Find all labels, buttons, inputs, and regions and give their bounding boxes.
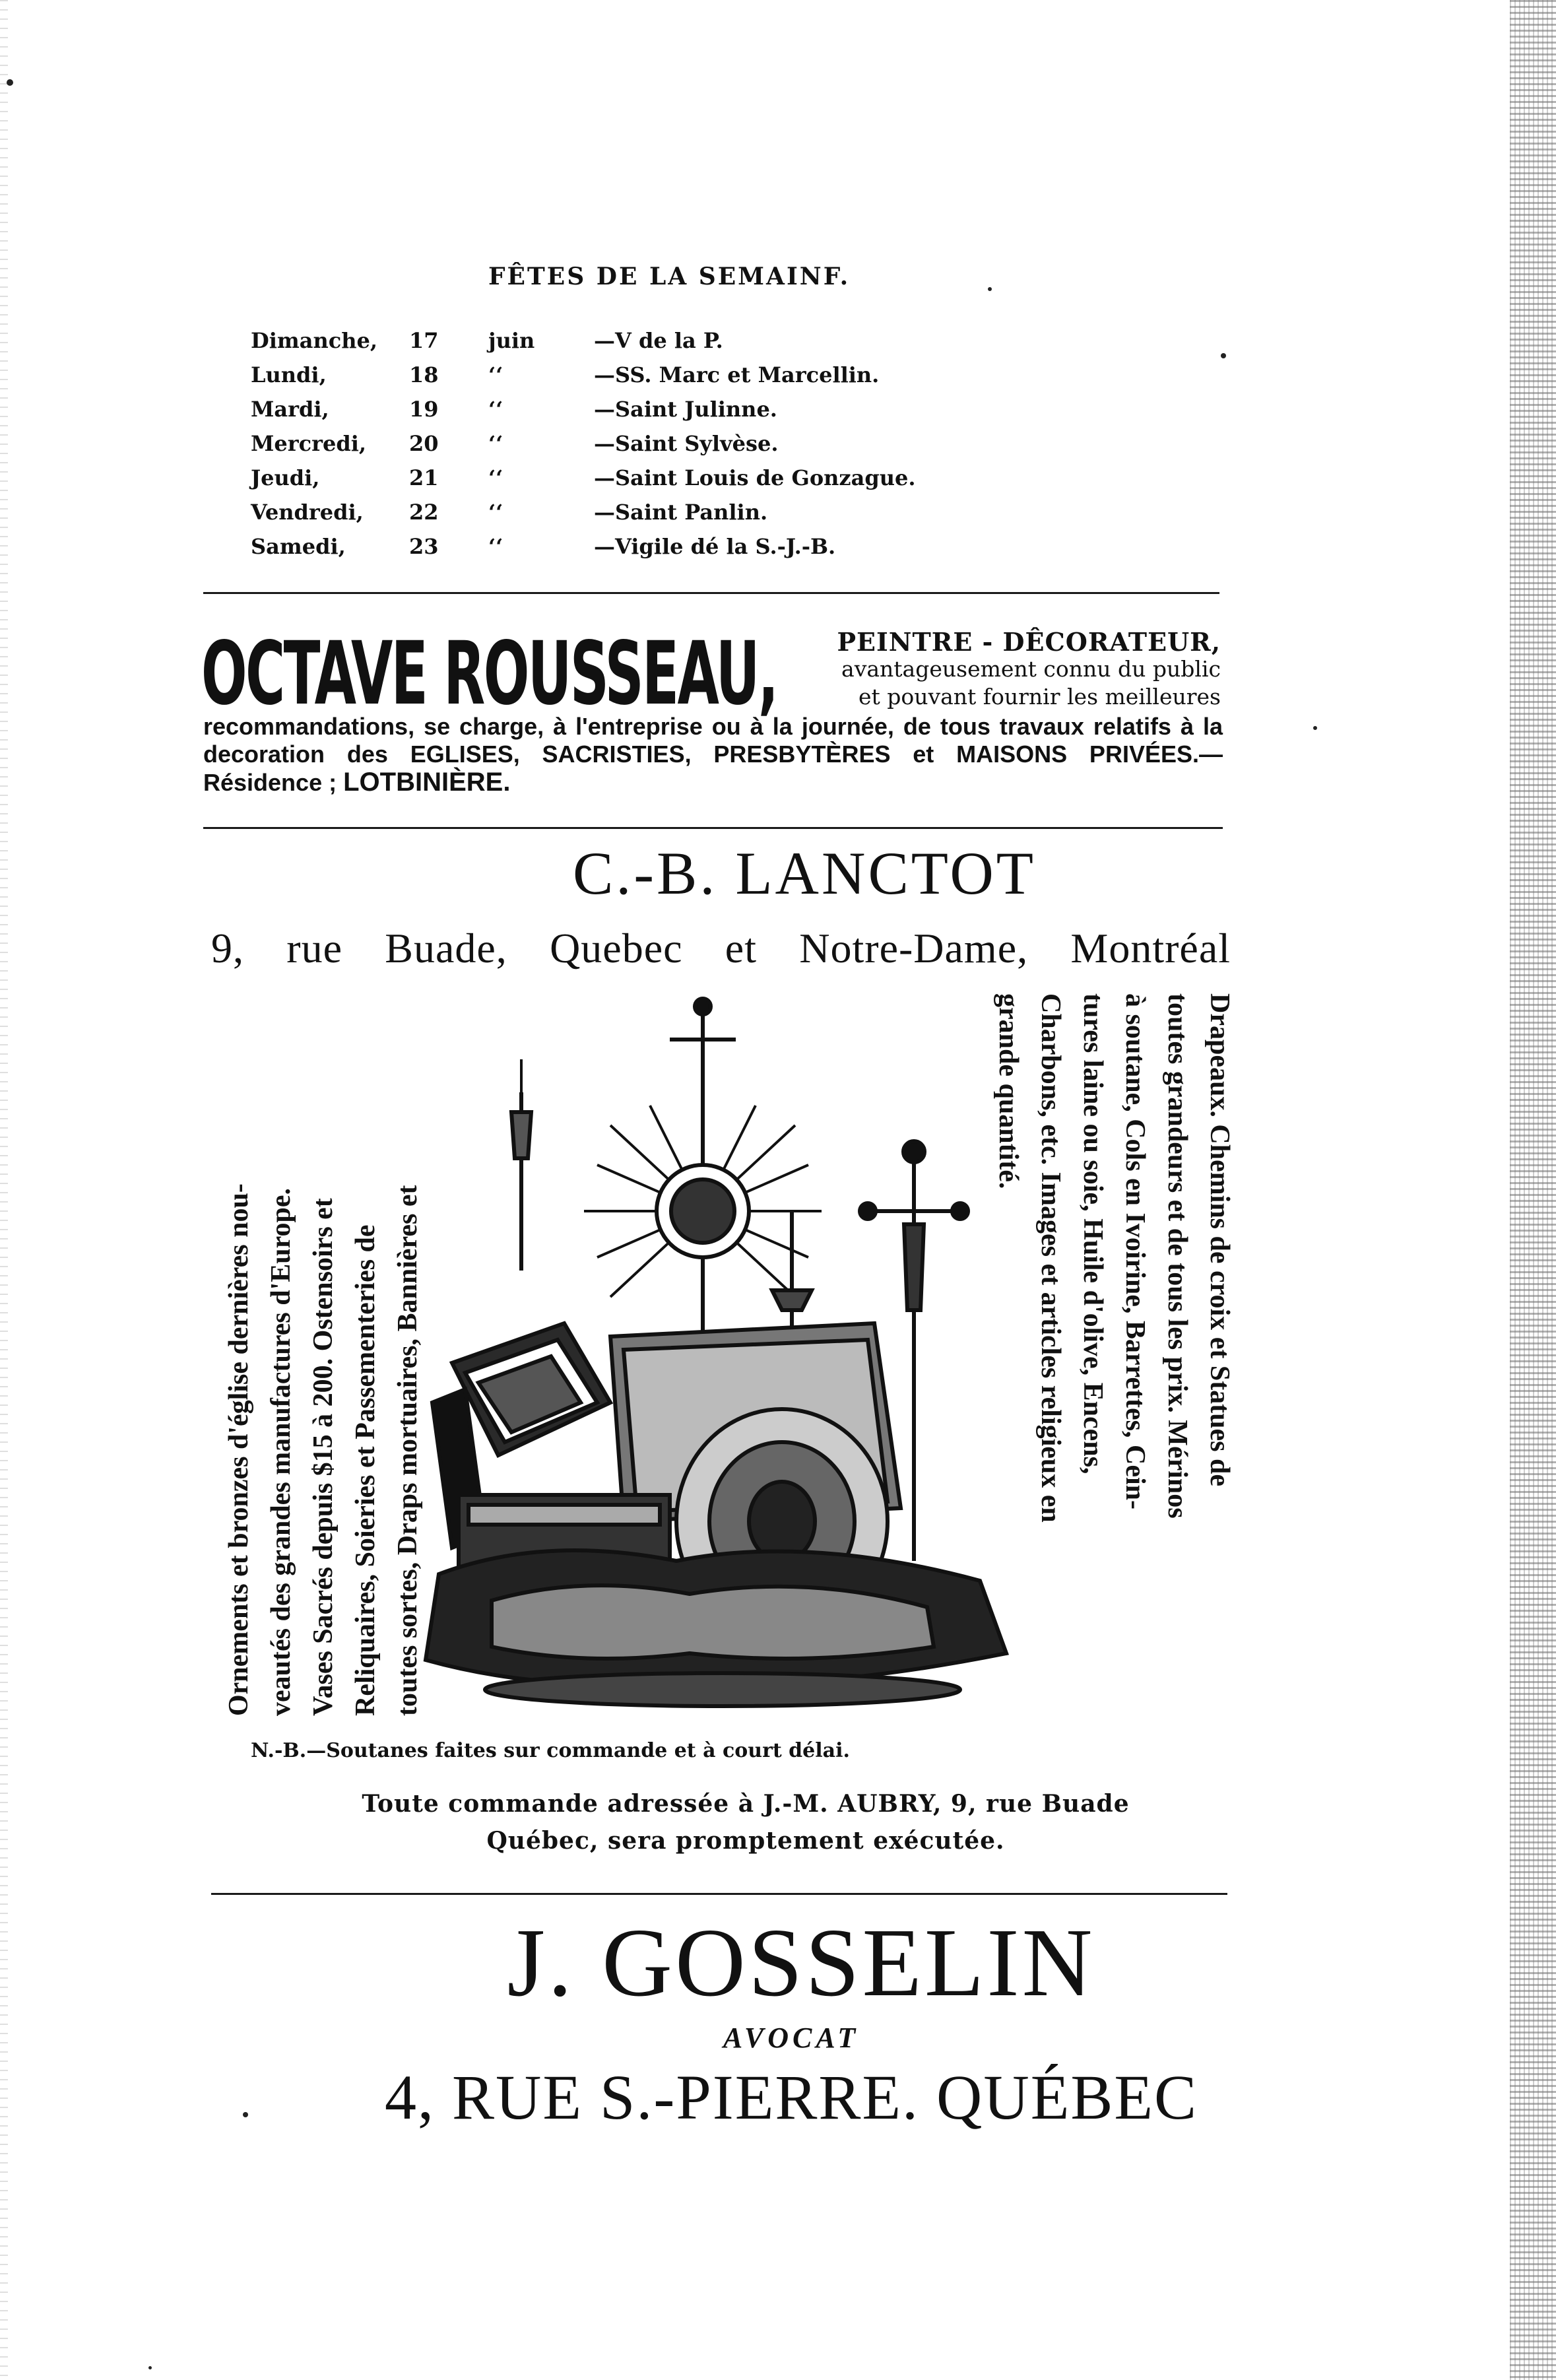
- goods-line: toutes sortes, Draps mortuaires, Bannières et: [393, 1185, 423, 1716]
- fetes-date: 18: [409, 362, 439, 387]
- fetes-row: [251, 392, 1188, 426]
- fetes-day: Lundi,: [251, 362, 327, 387]
- fetes-date: 23: [409, 534, 439, 559]
- merchant-goods-left-column: [218, 997, 423, 1716]
- goods-line: grande quantité.: [993, 993, 1023, 1189]
- fetes-saint: —Saint Louis de Gonzague.: [594, 465, 916, 490]
- church-ornaments-engraving: [412, 993, 1026, 1719]
- divider-rule: [203, 592, 1219, 594]
- lawyer-name: J. GOSSELIN: [507, 1909, 1095, 2017]
- fetes-day: Dimanche,: [251, 328, 378, 353]
- fetes-row: [251, 323, 1188, 358]
- fetes-month: ‘‘: [488, 534, 503, 559]
- fetes-row: [251, 495, 1188, 529]
- goods-line: Charbons, etc. Images et articles religieux en: [1035, 993, 1066, 1523]
- fetes-day: Samedi,: [251, 534, 346, 559]
- fetes-date: 22: [409, 500, 439, 525]
- ink-speck: [988, 287, 992, 291]
- merchant-goods-right-column: [993, 993, 1241, 1716]
- fetes-date: 21: [409, 465, 439, 490]
- goods-line: toutes grandeurs et de tous les prix. Mérinos: [1162, 993, 1192, 1519]
- lawyer-title: AVOCAT: [723, 2022, 860, 2054]
- fetes-date: 19: [409, 397, 439, 422]
- fetes-month: juin: [488, 328, 535, 353]
- fetes-row: [251, 529, 1188, 564]
- fetes-saint: —Saint Julinne.: [594, 397, 777, 422]
- residence-place: LOTBINIÈRE.: [343, 768, 511, 797]
- order-line: Québec, sera promptement exécutée.: [486, 1827, 1005, 1855]
- nota-bene: N.-B.—Soutanes faites sur commande et à court délai.: [251, 1739, 850, 1762]
- advertiser-name: OCTAVE ROUSSEAU,: [201, 623, 777, 725]
- goods-line: Ornements et bronzes d'église dernières nou-: [224, 1183, 254, 1716]
- fetes-row: [251, 358, 1188, 392]
- fetes-saint: —V de la P.: [594, 328, 723, 353]
- body-text: recommandations, se charge, à l'entreprise ou à la journée, de tous travaux relatifs à la decoration des EGLISES, SACRISTIES, PRESBYTÈRES et MAISONS PRIVÉES.—Résidence ;: [203, 713, 1223, 796]
- ink-speck: [1221, 353, 1226, 358]
- goods-line: Vases Sacrés depuis $15 à 200. Ostensoirs et: [308, 1198, 339, 1716]
- goods-line: Drapeaux. Chemins de croix et Statues de: [1204, 993, 1235, 1487]
- fetes-date: 20: [409, 431, 439, 456]
- ink-speck: [148, 2366, 152, 2369]
- fetes-day: Vendredi,: [251, 500, 364, 525]
- goods-line: veautés des grandes manufactures d'Europe.: [266, 1188, 296, 1716]
- fetes-row: [251, 461, 1188, 495]
- tagline-line: et pouvant fournir les meilleures: [858, 684, 1221, 710]
- merchant-address: 9, rue Buade, Quebec et Notre-Dame, Montréal: [211, 925, 1231, 972]
- goods-line: tures laine ou soie, Huile d'olive, Encens,: [1078, 993, 1108, 1474]
- ink-speck: [7, 79, 13, 86]
- fetes-day: Mercredi,: [251, 431, 367, 456]
- fetes-saint: —Saint Sylvèse.: [594, 431, 779, 456]
- fetes-month: ‘‘: [488, 500, 503, 525]
- ink-speck: [1313, 726, 1317, 730]
- fetes-saint: —Saint Panlin.: [594, 500, 768, 525]
- fetes-day: Mardi,: [251, 397, 329, 422]
- advertiser-role: PEINTRE - DÊCORATEUR,: [837, 627, 1221, 657]
- fetes-month: ‘‘: [488, 362, 503, 387]
- order-line: Toute commande adressée à J.-M. AUBRY, 9, rue Buade: [362, 1790, 1130, 1818]
- fetes-saint: —Vigile dé la S.-J.-B.: [594, 534, 836, 559]
- fetes-day: Jeudi,: [251, 465, 320, 490]
- fetes-month: ‘‘: [488, 465, 503, 490]
- fetes-date: 17: [409, 328, 439, 353]
- divider-rule: [203, 827, 1223, 829]
- ink-speck: [243, 2112, 248, 2117]
- fetes-row: [251, 426, 1188, 461]
- lawyer-address: 4, RUE S.-PIERRE. QUÉBEC: [384, 2062, 1198, 2132]
- goods-line: à soutane, Cols en Ivoirine, Barrettes, Cein-: [1120, 993, 1150, 1509]
- fetes-month: ‘‘: [488, 397, 503, 422]
- fetes-saint: —SS. Marc et Marcellin.: [594, 362, 880, 387]
- goods-line: Reliquaires, Soieries et Passementeries de: [350, 1224, 381, 1716]
- advertiser-body: [203, 713, 1223, 797]
- order-notice: [251, 1785, 1241, 1859]
- divider-rule: [211, 1893, 1227, 1895]
- fetes-month: ‘‘: [488, 431, 503, 456]
- advertiser-tagline: [759, 655, 1221, 711]
- fetes-title: FÊTES DE LA SEMAINF.: [488, 263, 851, 290]
- merchant-name: C.-B. LANCTOT: [573, 840, 1036, 907]
- fetes-table: [251, 323, 1188, 564]
- tagline-line: avantageusement connu du public: [841, 656, 1221, 682]
